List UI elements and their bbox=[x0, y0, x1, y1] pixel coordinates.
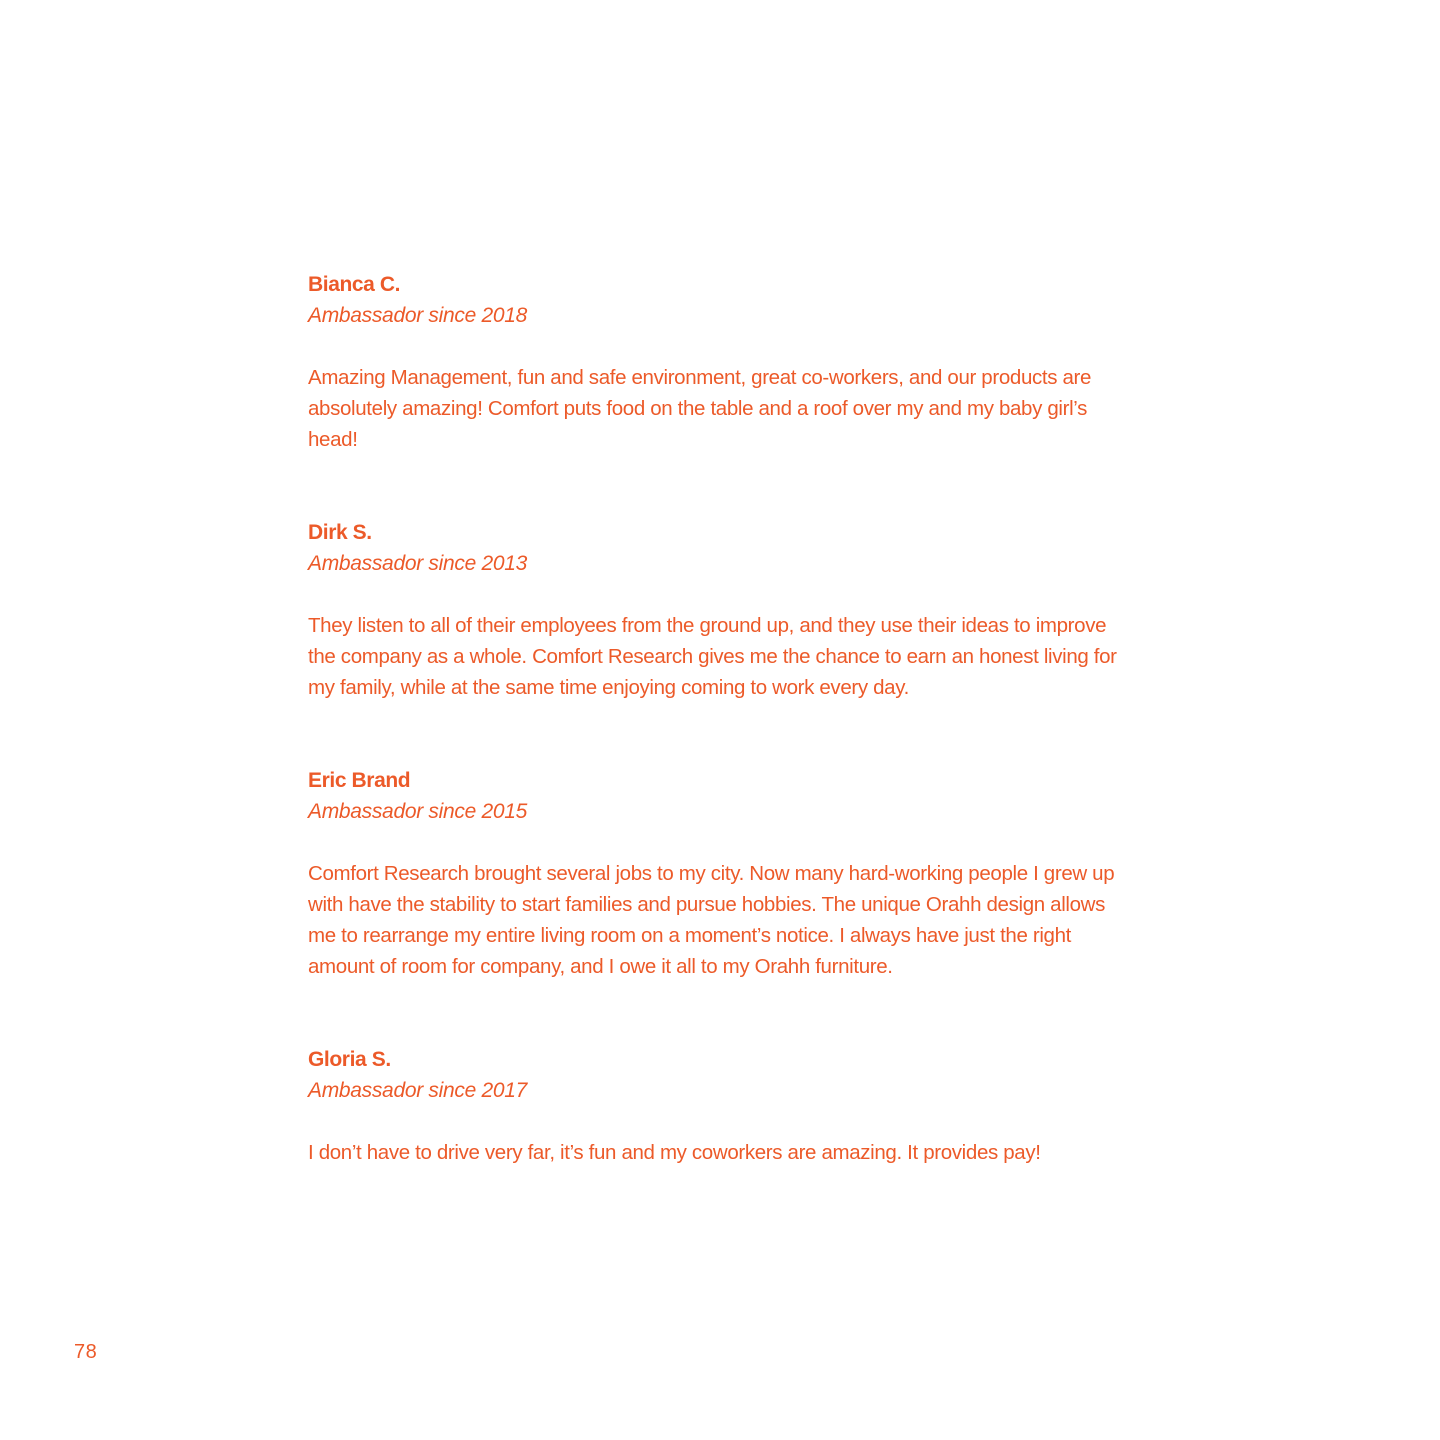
testimonial-quote: I don’t have to drive very far, it’s fun and my coworkers are amazing. It provides pay! bbox=[308, 1141, 1041, 1164]
testimonial-since: Ambassador since 2018 bbox=[308, 304, 527, 327]
testimonial-eric bbox=[308, 765, 1138, 982]
testimonial-bianca bbox=[308, 269, 1138, 455]
testimonial-name: Gloria S. bbox=[308, 1048, 391, 1071]
testimonial-name: Bianca C. bbox=[308, 273, 401, 296]
testimonial-since: Ambassador since 2013 bbox=[308, 552, 527, 575]
testimonial-name: Eric Brand bbox=[308, 769, 411, 792]
testimonial-quote: Amazing Management, fun and safe environment, great co-workers, and our products are absolutely amazing! Comfort puts food on the table and a roof over my and my baby girl’s head! bbox=[308, 366, 1092, 451]
testimonials-list bbox=[308, 269, 1138, 1230]
testimonial-quote: They listen to all of their employees from the ground up, and they use their ideas to improve the company as a whole. Comfort Research gives me the chance to earn an honest living for my family, while at the same time enjoying coming to work every day. bbox=[308, 614, 1117, 699]
testimonial-quote: Comfort Research brought several jobs to my city. Now many hard-working people I grew up with have the stability to start families and pursue hobbies. The unique Orahh design allows me to rearrange my entire living room on a moment’s notice. I always have just the right amount of room for company, and I owe it all to my Orahh furniture. bbox=[308, 862, 1115, 978]
testimonial-since: Ambassador since 2017 bbox=[308, 1079, 527, 1102]
testimonial-name: Dirk S. bbox=[308, 521, 372, 544]
testimonial-since: Ambassador since 2015 bbox=[308, 800, 527, 823]
testimonial-gloria bbox=[308, 1044, 1138, 1168]
page-number: 78 bbox=[74, 1341, 98, 1363]
testimonial-dirk bbox=[308, 517, 1138, 703]
